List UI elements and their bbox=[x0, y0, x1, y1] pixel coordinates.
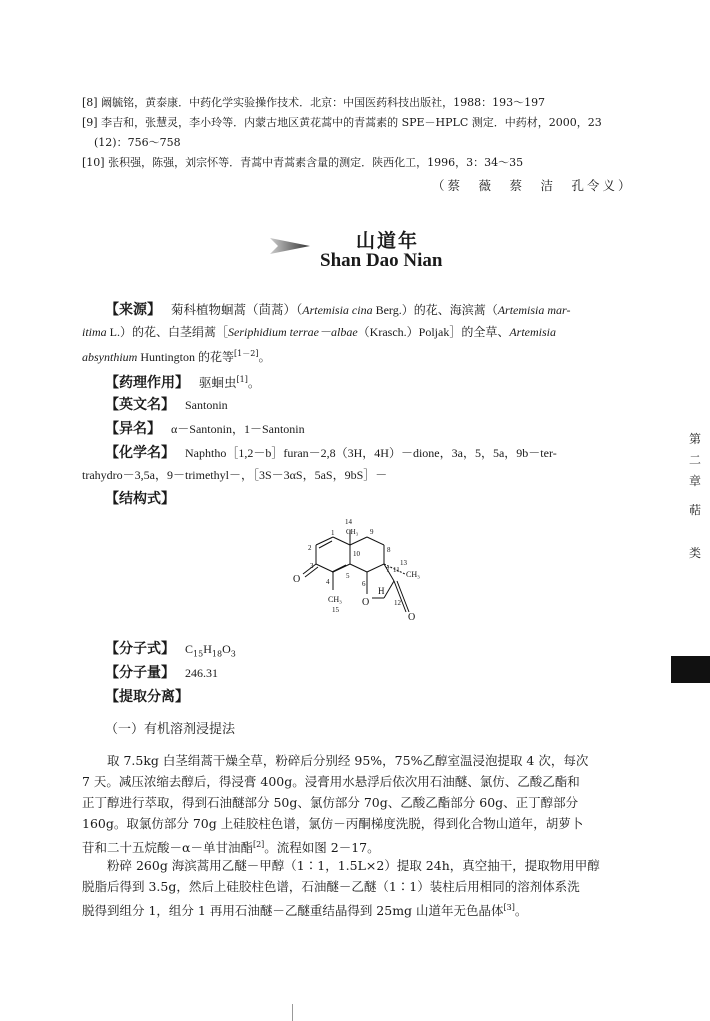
page-title-pinyin: Shan Dao Nian bbox=[320, 250, 443, 271]
molecular-weight-section: 【分子量】 246.31 bbox=[105, 665, 218, 681]
atom-number-8: 8 bbox=[387, 546, 391, 554]
atom-number-14: 14 bbox=[345, 518, 352, 526]
atom-number-15: 15 bbox=[332, 606, 339, 614]
alias-label: 【异名】 bbox=[105, 421, 161, 437]
extraction-section bbox=[105, 686, 199, 708]
h-atom-label: H bbox=[378, 586, 385, 596]
structure-label: 【结构式】 bbox=[105, 491, 175, 507]
english-name-section: 【英文名】 Santonin bbox=[105, 397, 228, 413]
page-title: 山道年 bbox=[356, 230, 420, 252]
formula-section: 【分子式】 $C_{15}H_{18}O_3$ bbox=[105, 641, 236, 659]
atom-number-7: 7 bbox=[386, 566, 390, 574]
chapter-thumb-tab bbox=[671, 656, 710, 683]
atom-number-12: 12 bbox=[394, 599, 401, 607]
ch3-top-label: CH₃ bbox=[346, 528, 359, 536]
chemical-name-section: 【化学名】 Naphtho［1,2－b］furan－2,8（3H，4H）－dione，3a，5，5a，9b－ter- trahydro－3,5a，9－trimethyl－，［3S－3αS，5aS，9bS］－ bbox=[82, 445, 557, 482]
page-edge-mark bbox=[292, 1004, 293, 1021]
source-section: 【来源】 菊科植物蛔蒿（茴蒿）（Artemisia cina Berg.）的花、海滨蒿（Artemisia mar- itima L.）的花、白茎绢蒿［Seriphidium terrae－albae（Krasch.）Poljak］的全草、Artemisia absynthium Huntington 的花等[1－2]。 bbox=[82, 302, 571, 365]
atom-number-3: 3 bbox=[310, 562, 314, 570]
reference-9-continued: (12)：756～758 bbox=[94, 136, 181, 149]
paragraph-1: 取 7.5kg 白茎绢蒿干燥全草，粉碎后分别经 95%，75%乙醇室温浸泡提取 4 次，每次 7 天。减压浓缩去醇后，得浸膏 400g。浸膏用水悬浮后依次用石油醚、氯仿、乙酸乙酯和 正丁醇进行萃取，得到石油醚部分 50g、氯仿部分 70g、乙酸乙酯部分 60g、正丁醇部分 160g。取氯仿部分 70g 上硅胶柱色谱，氯仿－丙酮梯度洗脱，得到化合物山道年，胡萝卜 苷和二十五烷酸－α－单甘油酯[2]。流程如图 2－17。 bbox=[82, 753, 589, 856]
carbonyl-oxygen-left: O bbox=[293, 574, 301, 585]
molecular-weight-label: 【分子量】 bbox=[105, 665, 175, 681]
atom-number-9: 9 bbox=[370, 528, 374, 536]
ring-oxygen: O bbox=[362, 597, 370, 608]
source-label: 【来源】 bbox=[105, 302, 161, 318]
atom-number-6: 6 bbox=[362, 580, 366, 588]
decorative-arrow-icon bbox=[270, 232, 310, 260]
atom-number-4: 4 bbox=[326, 578, 330, 586]
atom-number-10: 10 bbox=[353, 550, 360, 558]
reference-10: [10] 张积强，陈强，刘宗怀等．青蒿中青蒿素含量的测定．陕西化工，1996，3：34～35 bbox=[82, 156, 524, 169]
alias-section: 【异名】 α－Santonin，1－Santonin bbox=[105, 421, 305, 437]
atom-number-1: 1 bbox=[331, 529, 335, 537]
pharmacology-section: 【药理作用】 驱蛔虫[1]。 bbox=[105, 375, 261, 392]
pharmacology-label: 【药理作用】 bbox=[105, 375, 189, 392]
subsection-heading: （一）有机溶剂浸提法 bbox=[105, 722, 236, 737]
atom-number-13: 13 bbox=[400, 559, 407, 567]
chemical-name-label: 【化学名】 bbox=[105, 445, 175, 461]
formula-label: 【分子式】 bbox=[105, 641, 175, 657]
atom-number-5: 5 bbox=[346, 572, 350, 580]
ch3-right-label: CH₃ bbox=[406, 570, 420, 579]
paragraph-2: 粉碎 260g 海滨蒿用乙醚－甲醇（1∶1，1.5L×2）提取 24h，真空抽干，提取物用甲醇 脱脂后得到 3.5g，然后上硅胶柱色谱，石油醚－乙醚（1∶1）装柱后用相同的溶剂体系洗 脱得到组分 1，组分 1 再用石油醚－乙醚重结晶得到 25mg 山道年无色晶体[3]。 bbox=[82, 858, 600, 919]
atom-number-11: 11 bbox=[393, 566, 400, 574]
extraction-label: 【提取分离】 bbox=[105, 689, 189, 705]
structure-section bbox=[105, 488, 185, 510]
author-credit: （蔡 薇 蔡 洁 孔令义） bbox=[432, 178, 634, 193]
reference-8: [8] 阚毓铭，黄泰康．中药化学实验操作技术．北京：中国医药科技出版社，1988：193～197 bbox=[82, 96, 546, 109]
chapter-side-label: 第 二 章 萜 类 bbox=[688, 432, 701, 560]
santonin-structure-diagram bbox=[280, 512, 450, 624]
reference-9: [9] 李吉和，张慧灵，李小玲等．内蒙古地区黄花蒿中的青蒿素的 SPE－HPLC 测定．中药材，2000，23 bbox=[82, 116, 602, 129]
ch3-bottom-label: CH₃ bbox=[328, 595, 342, 604]
carbonyl-oxygen-right: O bbox=[408, 612, 416, 623]
atom-number-2: 2 bbox=[308, 544, 312, 552]
english-name-label: 【英文名】 bbox=[105, 397, 175, 413]
